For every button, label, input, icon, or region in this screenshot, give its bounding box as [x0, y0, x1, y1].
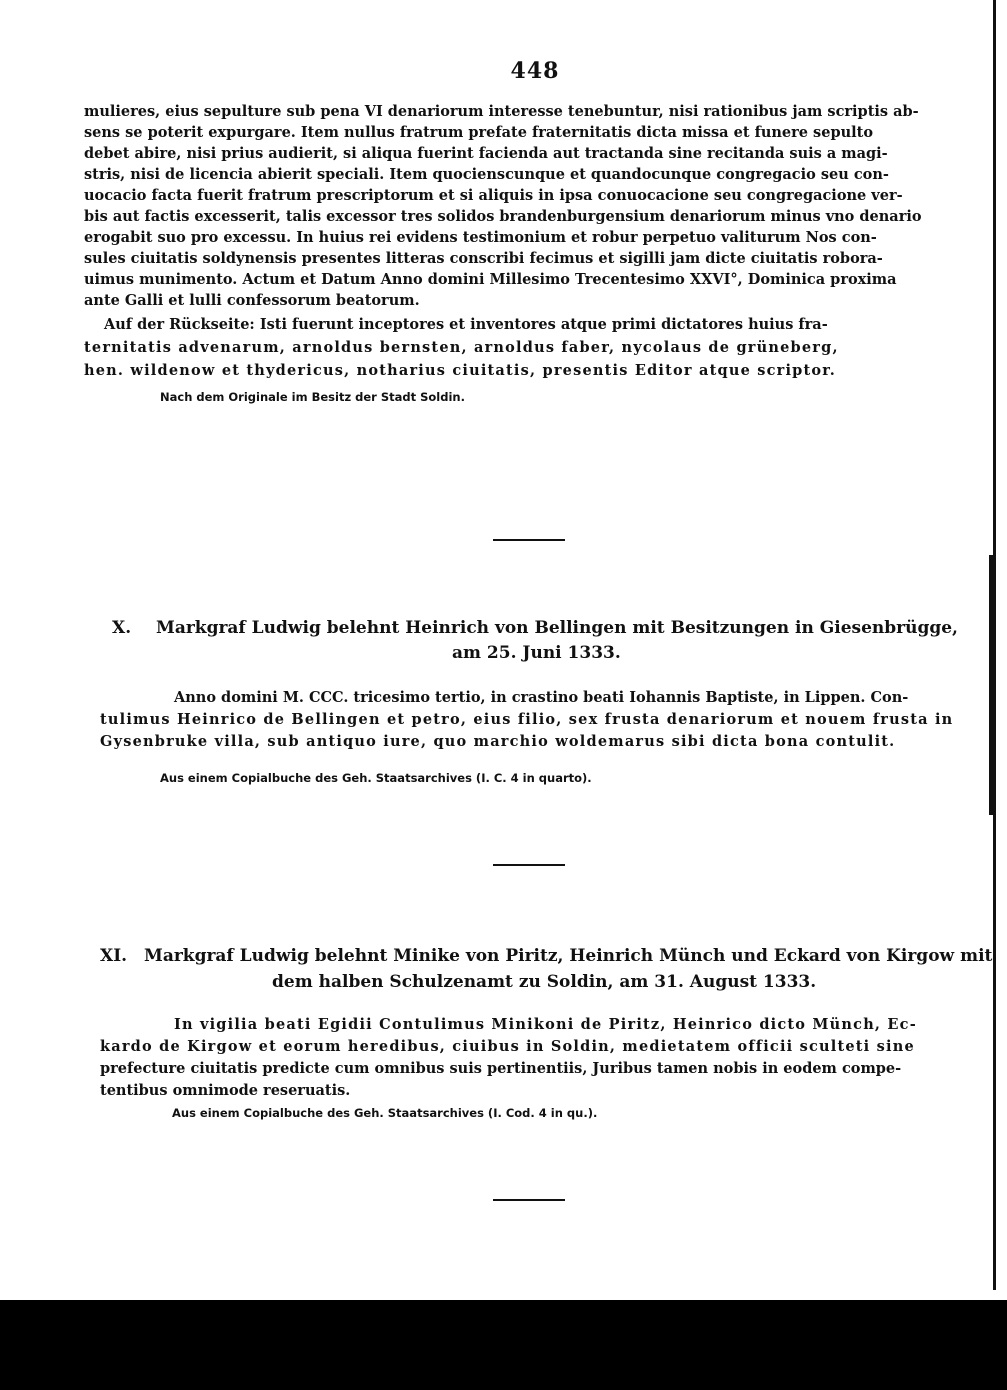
section-x-title: Markgraf Ludwig belehnt Heinrich von Bellingen mit Besitzungen in Giesenbrügge,: [156, 618, 958, 638]
section-divider: [493, 864, 565, 866]
intro-line: uocacio facta fuerit fratrum prescriptorum et si aliquis in ipsa conuocacione seu congregacione ver-: [84, 187, 903, 204]
section-xi-line: kardo de Kirgow et eorum heredibus, ciuibus in Soldin, medietatem officii sculteti sine: [100, 1038, 915, 1055]
intro-line: erogabit suo pro excessu. In huius rei evidens testimonium et robur perpetuo valiturum Nos con-: [84, 229, 877, 246]
intro-line: stris, nisi de licencia abierit speciali. Item quocienscunque et quandocunque congregacio seu con-: [84, 166, 889, 183]
section-xi-line: prefecture ciuitatis predicte cum omnibus suis pertinentiis, Juribus tamen nobis in eodem compe-: [100, 1060, 902, 1077]
section-xi-line: tentibus omnimode reseruatis.: [100, 1082, 351, 1099]
section-x-line: tulimus Heinrico de Bellingen et petro, eius filio, sex frusta denariorum et nouem frusta in: [100, 711, 954, 728]
section-divider: [493, 1199, 565, 1201]
source-note: Nach dem Originale im Besitz der Stadt Soldin.: [160, 390, 465, 404]
reverse-line: Auf der Rückseite: Isti fuerunt inceptores et inventores atque primi dictatores huius fra-: [104, 316, 828, 333]
intro-line: sens se poterit expurgare. Item nullus fratrum prefate fraternitatis dicta missa et funere sepulto: [84, 124, 874, 141]
section-xi-numeral: XI.: [100, 946, 128, 966]
intro-line: mulieres, eius sepulture sub pena VI denariorum interesse tenebuntur, nisi rationibus jam scriptis ab-: [84, 103, 919, 120]
intro-line: ante Galli et lulli confessorum beatorum.: [84, 292, 420, 309]
section-xi-heading: [100, 944, 992, 968]
reverse-line: ternitatis advenarum, arnoldus bernsten, arnoldus faber, nycolaus de grüneberg,: [84, 339, 839, 356]
section-xi-source: Aus einem Copialbuche des Geh. Staatsarchives (I. Cod. 4 in qu.).: [172, 1106, 598, 1120]
intro-line: bis aut factis excesserit, talis excessor tres solidos brandenburgensium denariorum minus vno denario: [84, 208, 922, 225]
intro-line: uimus munimento. Actum et Datum Anno domini Millesimo Trecentesimo XXVI°, Dominica proxima: [84, 271, 897, 288]
section-xi-title-2: dem halben Schulzenamt zu Soldin, am 31. August 1333.: [272, 972, 817, 992]
reverse-line: hen. wildenow et thydericus, notharius ciuitatis, presentis Editor atque scriptor.: [84, 362, 837, 379]
section-divider: [493, 539, 565, 541]
section-x-line: Gysenbruke villa, sub antiquo iure, quo marchio woldemarus sibi dicta bona contulit.: [100, 733, 896, 750]
section-x-line: Anno domini M. CCC. tricesimo tertio, in crastino beati Iohannis Baptiste, in Lippen. Con-: [174, 689, 909, 706]
section-x-numeral: X.: [112, 618, 132, 638]
scan-margin-line: [989, 555, 995, 815]
page-number: 448: [510, 58, 560, 84]
section-x-source: Aus einem Copialbuche des Geh. Staatsarchives (I. C. 4 in quarto).: [160, 771, 592, 785]
section-x-heading: [112, 616, 958, 640]
intro-line: sules ciuitatis soldynensis presentes litteras conscribi fecimus et sigilli jam dicte ciuitatis robora-: [84, 250, 883, 267]
section-xi-title-1: Markgraf Ludwig belehnt Minike von Piritz, Heinrich Münch und Eckard von Kirgow mit: [144, 946, 993, 966]
bottom-band: [0, 1300, 1007, 1390]
intro-line: debet abire, nisi prius audierit, si aliqua fuerint facienda aut tractanda sine recitanda suis a magi-: [84, 145, 888, 162]
section-x-date: am 25. Juni 1333.: [452, 643, 621, 663]
section-xi-line: In vigilia beati Egidii Contulimus Minikoni de Piritz, Heinrico dicto Münch, Ec-: [174, 1016, 917, 1033]
